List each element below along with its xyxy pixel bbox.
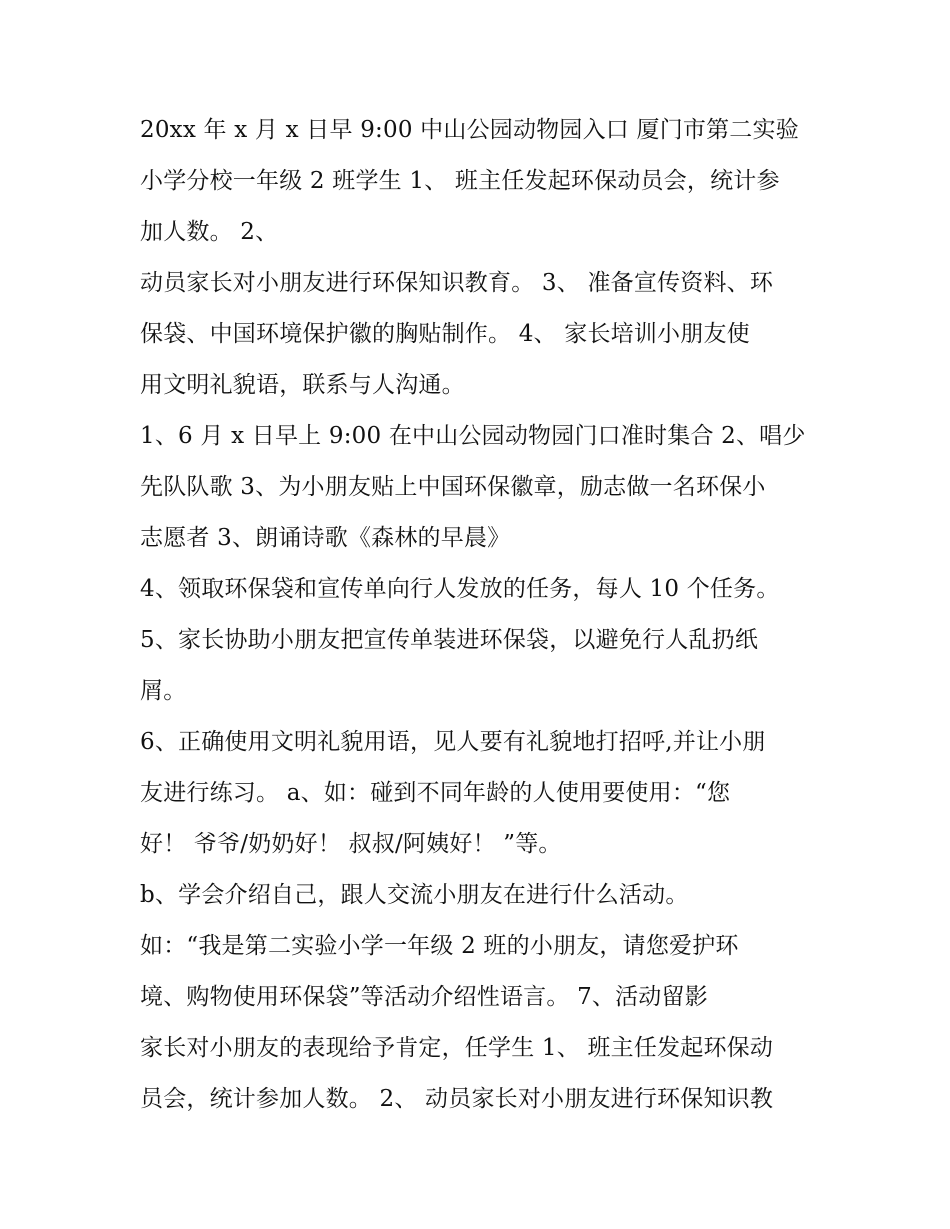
text-line: 1、6 月 x 日早上 9:00 在中山公园动物园门口准时集合 2、唱少 bbox=[140, 423, 806, 449]
text-line: 小学分校一年级 2 班学生 1、 班主任发起环保动员会，统计参 bbox=[140, 168, 780, 194]
text-line: 保袋、中国环境保护徽的胸贴制作。 4、 家长培训小朋友使 bbox=[140, 321, 750, 347]
text-line: 6、正确使用文明礼貌用语，见人要有礼貌地打招呼,并让小朋 bbox=[140, 729, 766, 755]
text-line: 家长对小朋友的表现给予肯定，任学生 1、 班主任发起环保动 bbox=[140, 1035, 774, 1061]
document-body bbox=[140, 108, 830, 1128]
text-line: 好！ 爷爷/奶奶好！ 叔叔/阿姨好！ ”等。 bbox=[140, 831, 562, 857]
text-line: 加人数。 2、 bbox=[140, 219, 279, 245]
text-line: 20xx 年 x 月 x 日早 9:00 中山公园动物园入口 厦门市第二实验 bbox=[140, 117, 799, 143]
text-line: 用文明礼貌语，联系与人沟通。 bbox=[140, 372, 465, 398]
text-line: 4、领取环保袋和宣传单向行人发放的任务，每人 10 个任务。 bbox=[140, 576, 780, 602]
text-line: 志愿者 3、朗诵诗歌《森林的早晨》 bbox=[140, 525, 511, 551]
text-line: 屑。 bbox=[140, 678, 187, 704]
text-line: 动员家长对小朋友进行环保知识教育。 3、 准备宣传资料、环 bbox=[140, 270, 774, 296]
text-line: 境、购物使用环保袋”等活动介绍性语言。 7、活动留影 bbox=[140, 984, 708, 1010]
text-line: 如：“我是第二实验小学一年级 2 班的小朋友，请您爱护环 bbox=[140, 933, 739, 959]
text-line: 先队队歌 3、为小朋友贴上中国环保徽章，励志做一名环保小 bbox=[140, 474, 766, 500]
text-line: 员会，统计参加人数。 2、 动员家长对小朋友进行环保知识教 bbox=[140, 1086, 774, 1112]
text-line: 5、家长协助小朋友把宣传单装进环保袋，以避免行人乱扔纸 bbox=[140, 627, 759, 653]
text-line: b、学会介绍自己，跟人交流小朋友在进行什么活动。 bbox=[140, 882, 689, 908]
text-line: 友进行练习。 a、如：碰到不同年龄的人使用要使用：“您 bbox=[140, 780, 731, 806]
